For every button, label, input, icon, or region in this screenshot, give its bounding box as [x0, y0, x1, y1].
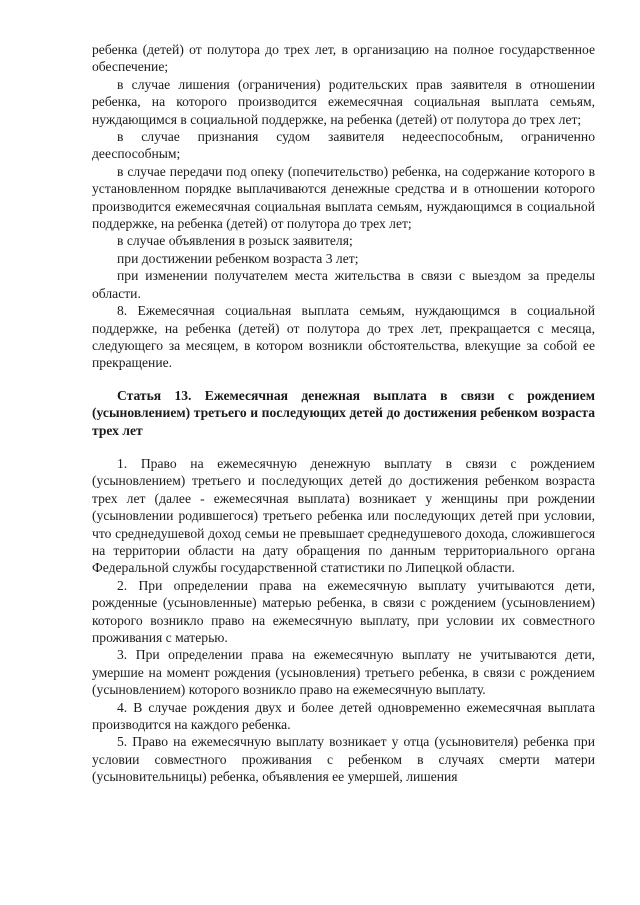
paragraph-relocation: при изменении получателем места жительства в связи с выездом за пределы области. — [92, 268, 595, 301]
article-13-heading: Статья 13. Ежемесячная денежная выплата в связи с рождением (усыновлением) третьего и последующих детей до достижения ребенком возраста трех лет — [92, 387, 595, 438]
top-section — [92, 41, 595, 372]
article-13-item-5: 5. Право на ежемесячную выплату возникает у отца (усыновителя) ребенка при условии совместного проживания с ребенком в случаях смерти матери (усыновительницы) ребенка, объявления ее умершей, лишения — [92, 734, 595, 785]
paragraph-continuation: ребенка (детей) от полутора до трех лет, в организацию на полное государственное обеспечение; — [92, 42, 595, 75]
article-13-item-1: 1. Право на ежемесячную денежную выплату в связи с рождением (усыновлением) третьего и последующих детей до достижения ребенком возраста трех лет (далее - ежемесячная выплата) возникает у женщины при рождении (усыновлении родившегося) третьего ребенка или последующих детей при условии, что среднедушевой доход семьи не превышает среднедушевого дохода, сложившегося на территории области на дату обращения по данным территориального органа Федеральной службы государственной статистики по Липецкой области. — [92, 455, 595, 576]
paragraph-age-three: при достижении ребенком возраста 3 лет; — [117, 250, 359, 266]
paragraph-parental-rights: в случае лишения (ограничения) родительских прав заявителя в отношении ребенка, на которого производится ежемесячная социальная выплата семьям, нуждающимся в социальной поддержке, на ребенка (детей) от полутора до трех лет; — [92, 76, 595, 127]
article-13-item-4: 4. В случае рождения двух и более детей одновременно ежемесячная выплата производится на каждого ребенка. — [92, 699, 595, 733]
paragraph-guardianship: в случае передачи под опеку (попечительство) ребенка, на содержание которого в установленном порядке выплачиваются денежные средства и в отношении которого производится ежемесячная социальная выплата семьям, нуждающимся в социальной поддержке, на ребенка (детей) от полутора до трех лет; — [92, 163, 595, 232]
article-13-item-2: 2. При определении права на ежемесячную выплату учитываются дети, рожденные (усыновленные) матерью ребенка, в связи с рождением (усыновлением) которого возникло право на ежемесячную выплату, при условии их совместного проживания с матерью. — [92, 577, 595, 645]
paragraph-wanted: в случае объявления в розыск заявителя; — [117, 233, 353, 249]
paragraph-item-8: 8. Ежемесячная социальная выплата семьям, нуждающимся в социальной поддержке, на ребенка (детей) от полутора до трех лет, прекращается с месяца, следующего за месяцем, в котором возникли обстоятельства, влекущие за собой ее прекращение. — [92, 303, 595, 371]
document-page — [92, 41, 595, 786]
article-13-body — [92, 455, 595, 786]
article-13-item-3: 3. При определении права на ежемесячную выплату не учитываются дети, умершие на момент рождения (усыновления) третьего ребенка, в связи с рождением (усыновлением) которого возникло право на ежемесячную выплату. — [92, 647, 595, 698]
paragraph-incapacity: в случае признания судом заявителя недееспособным, ограниченно дееспособным; — [92, 129, 595, 162]
